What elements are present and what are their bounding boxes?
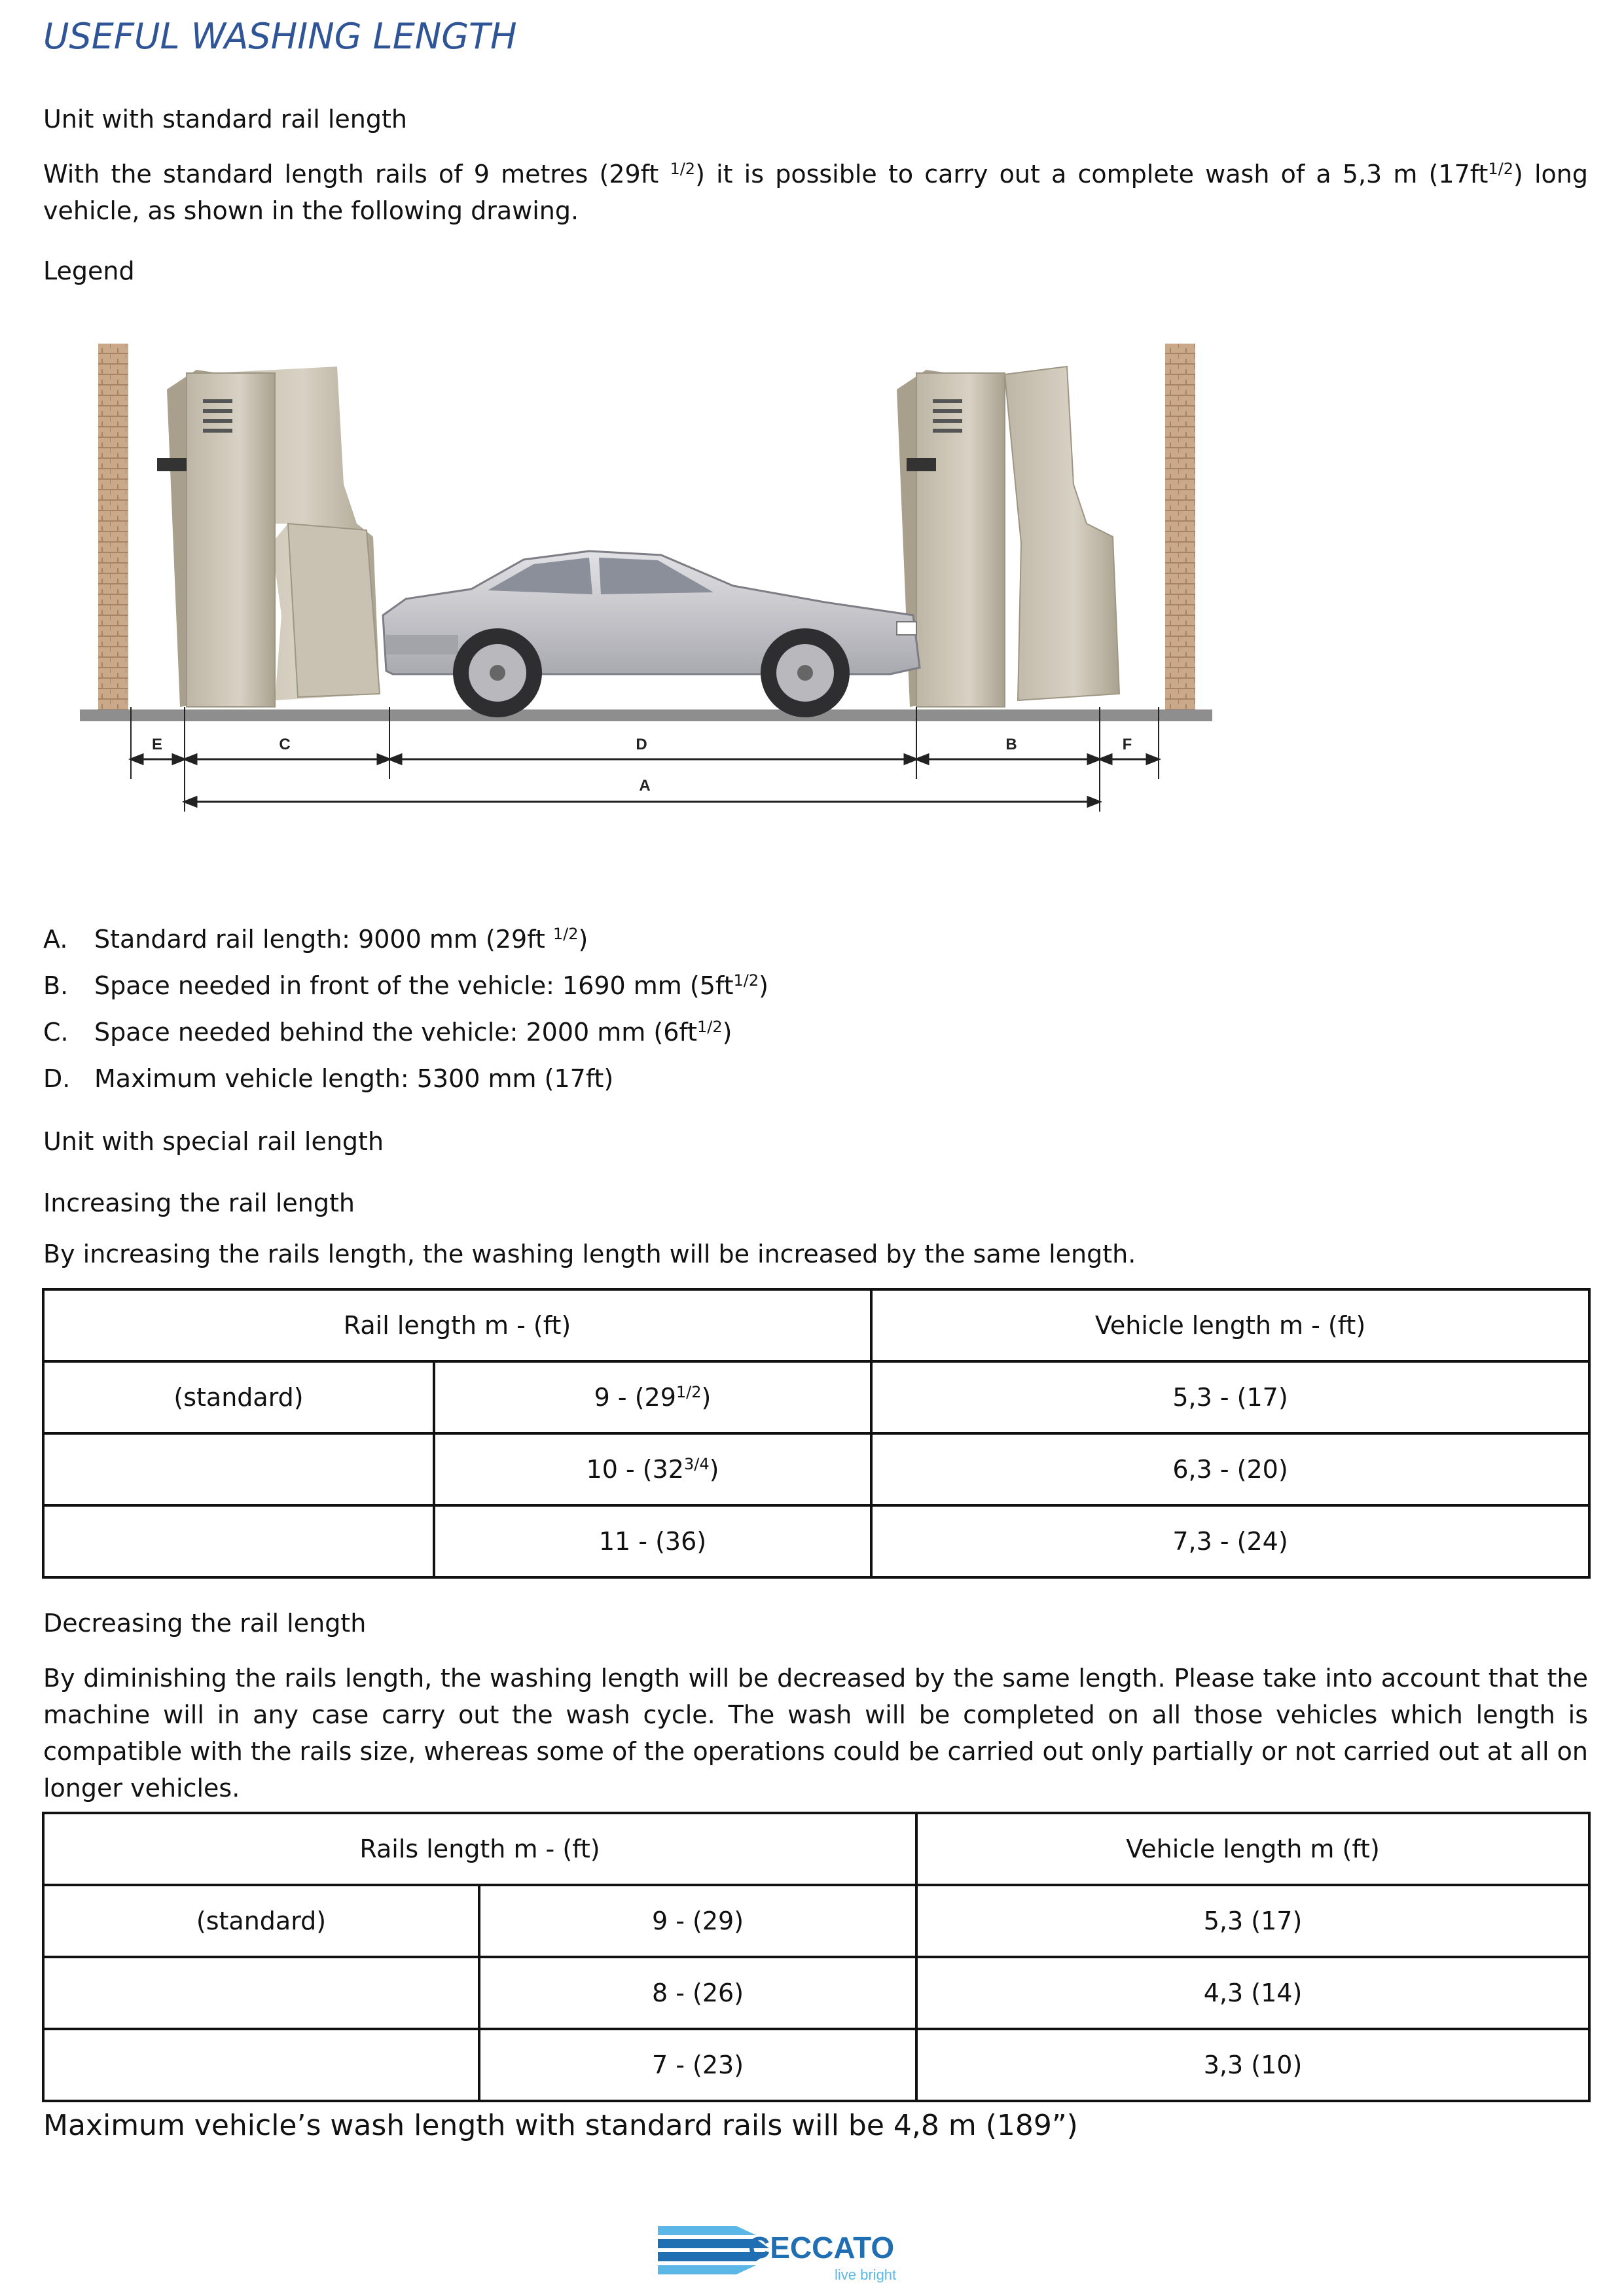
dim-label-e: E [151, 736, 163, 753]
table-header-row [43, 1289, 1589, 1361]
legend-list [43, 916, 768, 1102]
floor [80, 709, 1212, 721]
legend-item: A. Standard rail length: 9000 mm (29ft $^{1/2}$) [43, 924, 588, 954]
table-header-vehicle: Vehicle length m - (ft) [871, 1289, 1589, 1361]
increasing-heading: Increasing the rail length [43, 1189, 355, 1217]
ceccato-logo [658, 2222, 910, 2284]
table-header-row [43, 1813, 1589, 1885]
right-washing-machine [897, 367, 1119, 707]
logo-wordmark: CECCATO [748, 2231, 895, 2265]
logo-tagline: live bright [835, 2267, 897, 2283]
special-rail-heading: Unit with special rail length [43, 1127, 384, 1156]
max-wash-length-note: Maximum vehicle’s wash length with standard rails will be 4,8 m (189”) [43, 2109, 1078, 2142]
table-header-rail: Rails length m - (ft) [43, 1813, 916, 1885]
right-wall [1165, 344, 1195, 710]
table-row: $10 - (32^{3/4})$ 6,3 - (20) [43, 1433, 1589, 1505]
legend-item: B. Space needed in front of the vehicle: 1690 mm $(5ft^{1/2})$ [43, 971, 768, 1000]
dim-label-f: F [1122, 736, 1132, 753]
dim-label-d: D [636, 736, 647, 753]
legend-heading: Legend [43, 257, 135, 285]
table-header-rail: Rail length m - (ft) [43, 1289, 871, 1361]
washing-length-diagram [0, 327, 1624, 851]
table-row: 11 - (36) 7,3 - (24) [43, 1505, 1589, 1577]
decreasing-heading: Decreasing the rail length [43, 1609, 367, 1638]
standard-rail-heading: Unit with standard rail length [43, 105, 407, 134]
dim-label-a: A [639, 777, 651, 795]
dim-label-c: C [279, 736, 291, 753]
standard-rail-description: With the standard length rails of 9 metres (29ft $^{1/2}$) it is possible to carry out a complete wash of a 5,3 m $(17ft^{1/2})$ long vehicle, as shown in the following drawing. [43, 159, 1588, 225]
increasing-table [42, 1288, 1591, 1579]
increasing-description: By increasing the rails length, the washing length will be increased by the same length. [43, 1240, 1136, 1268]
table-row: 8 - (26) 4,3 (14) [43, 1957, 1589, 2029]
page-title: USEFUL WASHING LENGTH [43, 16, 517, 57]
table-row: 7 - (23) 3,3 (10) [43, 2029, 1589, 2101]
legend-item: D. Maximum vehicle length: 5300 mm (17ft) [43, 1064, 614, 1093]
car [383, 551, 920, 717]
table-row: (standard) $9 - (29^{1/2})$ 5,3 - (17) [43, 1361, 1589, 1433]
legend-item: C. Space needed behind the vehicle: 2000 mm $(6ft^{1/2})$ [43, 1017, 732, 1047]
left-washing-machine [157, 367, 380, 707]
table-row: (standard) 9 - (29) 5,3 (17) [43, 1885, 1589, 1957]
table-header-vehicle: Vehicle length m (ft) [916, 1813, 1589, 1885]
decreasing-table [42, 1812, 1591, 2102]
decreasing-description: By diminishing the rails length, the washing length will be decreased by the same length. Please take into account that the machine will in any case carry out the wash cycle. The wash will be completed on all those vehicles which length is compatible with the rails size, whereas some of the operations could be carried out only partially or not carried out at all on longer vehicles. [43, 1664, 1588, 1803]
dim-label-b: B [1005, 736, 1017, 753]
left-wall [98, 344, 128, 710]
